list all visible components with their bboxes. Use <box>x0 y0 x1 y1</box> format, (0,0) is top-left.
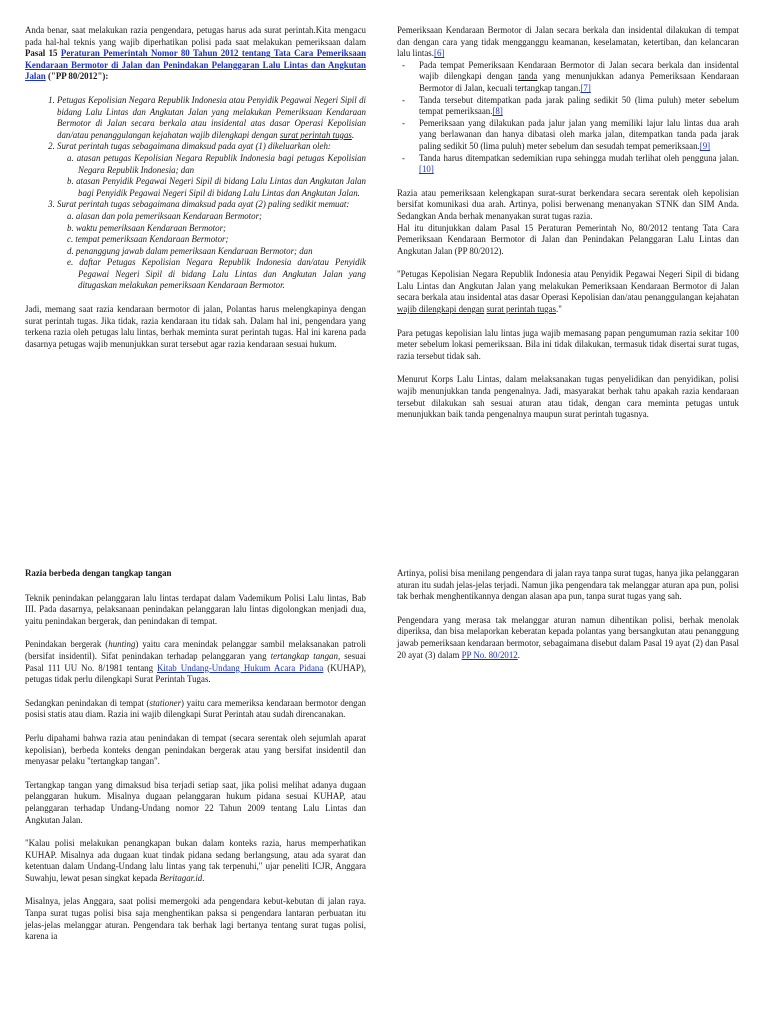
item-1-underlined: surat perintah tugas <box>279 129 352 140</box>
pasal-label: Pasal 15 <box>25 48 61 59</box>
p6-end: . <box>202 872 205 883</box>
rule-1-end: yang menunjukkan adanya Pemeriksaan Kendaraan Bermotor di Jalan, kecuali tertangkap tangan. <box>419 71 739 93</box>
sub-item: c. tempat pemeriksaan Kendaraan Bermotor; <box>67 234 229 245</box>
intro-suffix: ("PP 80/2012"): <box>45 71 109 82</box>
kuhap-link[interactable]: Kitab Undang-Undang Hukum Acara Pidana <box>157 662 324 673</box>
p2-text-b: ) yaitu cara menindak pelanggar sambil melaksanakan patroli (bersifat insidentil). Sifat penindakan terhadap pelanggaran yang <box>25 639 366 661</box>
item-3-sublist <box>57 211 366 292</box>
rule-1-text: Pada tempat Pemeriksaan Kendaraan Bermotor di Jalan secara berkala dan insidental wajib dilengkapi dengan <box>419 59 739 82</box>
p6-text: "Kalau polisi melakukan penangkapan bukan dalam konteks razia, harus memperhatikan KUHAP. Misalnya ada dugaan kuat tindak pidana sedang berlangsung, atau ada syarat dan ketentuan dalam Undang-Undang lalu lintas yang tak terpenuhi," ujar peneliti ICJR, Anggara Suwahju, lewat pesan singkat kepada <box>25 838 366 883</box>
stationer-paragraph <box>25 698 366 721</box>
korlantas-paragraph: Menurut Korps Lalu Lintas, dalam melaksanakan tugas penyelidikan dan penyidikan, polisi wajib menunjukkan tanda pengenalnya. Jadi, masyarakat berhak tahu apakah razia kendaraan tersebut dilakukan sah sesuai aturan atau tidak, dengan cara meminta petugas untuk menunjukkan baik tanda pengenalnya maupun surat perintah tugasnya. <box>397 374 739 420</box>
sub-item: a. alasan dan pola pemeriksaan Kendaraan Bermotor; <box>67 210 262 221</box>
footnote-10-link[interactable]: [10] <box>419 164 434 175</box>
hunting-paragraph <box>25 639 366 685</box>
keberatan-paragraph <box>397 615 739 661</box>
sub-item: a. atasan petugas Kepolisian Negara Republik Indonesia bagi petugas Kepolisian Negara Republik Indonesia; dan <box>67 152 366 175</box>
rule-2-text: Tanda tersebut ditempatkan pada jarak paling sedikit 50 (lima puluh) meter sebelum tempat pemeriksaan. <box>419 94 739 117</box>
sign-rules-list <box>397 60 739 176</box>
top-right-column <box>397 25 739 433</box>
icjr-quote-paragraph <box>25 838 366 884</box>
konteks-paragraph: Perlu dipahami bahwa razia atau penindakan di tempat (secara serentak oleh sejumlah aparat kepolisian), berbeda konteks dengan penindakan bergerak atau yang bersifat insidentil dan menyasar pelaku "tertangkap tangan". <box>25 732 366 767</box>
item-3-text: Surat perintah tugas sebagaimana dimaksud pada ayat (2) paling sedikit memuat: <box>57 199 350 210</box>
p3-text-b: ) yaitu cara memeriksa kendaraan bermotor dengan posisi statis atau diam. Razia ini wajib dilengkapi Surat Perintah atau sudah direncanakan. <box>25 697 366 720</box>
pasal-item-1 <box>57 95 366 141</box>
intro-paragraph <box>25 25 366 83</box>
sub-item: b. atasan Penyidik Pegawai Negeri Sipil di bidang Lalu Lintas dan Angkutan Jalan bagi Penyidik Pegawai Negeri Sipil di bidang Lalu Lintas dan Angkutan Jalan. <box>67 176 366 198</box>
vademikum-paragraph: Teknik penindakan pelanggaran lalu lintas terdapat dalam Vademikum Polisi Lalu lintas, Bab III. Pada dasarnya, pelaksanaan penindakan pelanggaran lalu lintas digolongkan menjadi dua, yaitu penindakan bergerak, dan penindakan di tempat. <box>25 592 366 626</box>
rule-item <box>419 118 739 153</box>
section-heading: Razia berbeda dengan tangkap tangan <box>25 568 172 578</box>
bottom-right-column <box>397 568 739 673</box>
top-left-column <box>25 25 366 362</box>
pasal-15-paragraph: Hal itu ditunjukkan dalam Pasal 15 Peraturan Pemerintah No, 80/2012 tentang Tata Cara Pemeriksaan Kendaraan Bermotor di Jalan dan Penindakan Pelanggaran Lalu Lintas dan Angkutan Jalan (PP 80/2012). <box>397 222 739 256</box>
pasal-item-2 <box>57 141 366 199</box>
quote-text: "Petugas Kepolisian Negara Republik Indonesia atau Penyidik Pegawai Negeri Sipil di bidang Lalu Lintas dan Angkutan Jalan yang melakukan Pemeriksaan Kendaraan Bermotor di Jalan secara berkala atau insidental atas dasar Operasi Kepolisian dan/atau penanggulangan kejahatan <box>397 269 739 303</box>
item-2-sublist <box>57 153 366 199</box>
rule-1-underlined: tanda <box>518 71 538 82</box>
bottom-left-column <box>25 568 366 955</box>
footnote-6-link[interactable]: [6] <box>433 48 445 59</box>
papan-paragraph: Para petugas kepolisian lalu lintas juga wajib memasang papan pengumuman razia sekitar 100 meter sebelum lokasi pemeriksaan. Bila ini tidak dilakukan, termasuk tidak disertai surat tugas, razia tersebut tidak sah. <box>397 327 739 361</box>
quote-underlined-1: wajib dilengkapi dengan <box>397 304 485 315</box>
rule-item <box>419 95 739 118</box>
closing-paragraph: Jadi, memang saat razia kendaraan bermotor di jalan, Polantas harus melengkapinya dengan surat perintah tugas. Jika tidak, razia kendaraan itu tidak sah. Dalam hal ini, pengendara yang terkena razia oleh petugas lalu lintas, berhak meminta surat perintah tugas. Hal ini karena pada dasarnya petugas wajib menunjukkan surat tersebut agar razia kendaraan sesuai hukum. <box>25 304 366 349</box>
sub-item: d. penanggung jawab dalam pemeriksaan Kendaraan Bermotor; dan <box>67 245 313 256</box>
rule-3-text: Pemeriksaan yang dilakukan pada jalur jalan yang memiliki lajur lalu lintas dua arah yang berlawanan dan hanya dibatasi oleh marka jalan, ditempatkan tanda pada jarak paling sedikit 50 (lima puluh) meter sebelum dan sesudah tempat pemeriksaan. <box>419 117 739 151</box>
rule-4-text: Tanda harus ditempatkan sedemikian rupa sehingga mudah terlihat oleh pengguna jalan. <box>419 152 739 163</box>
p2-text-d: (KUHAP), petugas tidak perlu dilengkapi Surat Perintah Tugas. <box>25 662 367 685</box>
item-1-end: . <box>351 129 355 140</box>
anggara-paragraph: Misalnya, jelas Anggara, saat polisi memergoki ada pengendara kebut-kebutan di jalan raya. Tanpa surat tugas polisi bisa saja menghentikan paksa si pengendara lantaran perbuatan itu jelas-jelas melanggar aturan. Pengendara tak berhak lagi bertanya tentang surat tugas polisi, karena ia <box>25 896 366 942</box>
intro-text: Anda benar, saat melakukan razia pengendara, petugas harus ada surat perintah.Kita mengacu pada hal-hal teknis yang wajib diperhatikan polisi pada saat melakukan pemeriksaan dalam <box>25 25 366 47</box>
pasal-item-3 <box>57 199 366 292</box>
p2-italic-a: hunting <box>108 639 136 650</box>
footnote-7-link[interactable]: [7] <box>580 82 591 93</box>
footnote-8-link[interactable]: [8] <box>492 106 503 117</box>
p2-text: Pengendara yang merasa tak melanggar aturan namun dihentikan polisi, berhak menolak diperiksa, dan bisa melaporkan keberatan kepada polantas yang bersangkutan atau penanggung jawab pemeriksaan kendaraan bermotor, sebagaimana disebut dalam Pasal 19 ayat (2) dan Pasal 20 ayat (3) dalam <box>397 614 739 660</box>
lead-paragraph <box>397 25 739 60</box>
sub-item: e. daftar Petugas Kepolisian Negara Republik Indonesia dan/atau Penyidik Pegawai Negeri Sipil di bidang Lalu Lintas dan Angkutan Jalan yang ditugaskan melakukan pemeriksaan Kendaraan Bermotor. <box>67 257 366 291</box>
p2-end: . <box>517 649 520 660</box>
rule-item <box>419 60 739 95</box>
p2-italic-b: tertangkap tangan <box>270 650 338 661</box>
p6-italic: Beritagar.id <box>159 872 203 883</box>
tertangkap-paragraph: Tertangkap tangan yang dimaksud bisa terjadi setiap saat, jika polisi melihat adanya dugaan pelanggaran hukum. Misalnya dugaan pelanggaran hukum pidana sesuai KUHAP, atau pelanggaran terhadap Undang-Undang nomor 22 Tahun 2009 tentang Lalu Lintas dan Angkutan Jalan. <box>25 779 366 825</box>
sub-item: b. waktu pemeriksaan Kendaraan Bermotor; <box>67 222 226 233</box>
quote-underlined-2: surat perintah tugas <box>486 304 556 315</box>
quote-end: ." <box>555 304 562 315</box>
item-1-text: Petugas Kepolisian Negara Republik Indonesia atau Penyidik Pegawai Negeri Sipil di bidang Lalu Lintas dan Angkutan Jalan yang melakukan Pemeriksaan Kendaraan Bermotor di Jalan secara berkala atau insidental atas dasar Operasi Kepolisian dan/atau penanggulangan kejahatan wajib dilengkapi dengan <box>57 94 366 140</box>
footnote-9-link[interactable]: [9] <box>699 140 711 151</box>
pasal-15-list <box>25 95 366 292</box>
p2-text-c: , sesuai Pasal 111 UU No. 8/1981 tentang <box>25 650 366 673</box>
item-2-text: Surat perintah tugas sebagaimana dimaksud pada ayat (1) dikeluarkan oleh: <box>57 141 331 152</box>
p3-italic: stationer <box>149 697 182 708</box>
p3-text-a: Sedangkan penindakan di tempat ( <box>25 697 150 708</box>
p2-text-a: Penindakan bergerak ( <box>25 639 109 650</box>
pp-80-2012-link[interactable]: Peraturan Pemerintah Nomor 80 Tahun 2012 tentang Tata Cara Pemeriksaan Kendaraan Bermotor di Jalan dan Penindakan Pelanggaran Lalu Lintas dan Angkutan Jalan <box>25 48 366 82</box>
lead-text: Pemeriksaan Kendaraan Bermotor di Jalan secara berkala dan insidental dilakukan di tempat dan dengan cara yang tidak mengganggu keamanan, keselamatan, ketertiban, dan kelancaran lalu lintas. <box>397 25 739 59</box>
menilang-paragraph: Artinya, polisi bisa menilang pengendara di jalan raya tanpa surat tugas, hanya jika pelanggaran aturan itu sudah jelas-jelas terjadi. Namun jika pengendara tak melanggar aturan apa pun, polisi tak berhak menghentikannya dengan alasan apa pun, tanpa surat tugas yang sah. <box>397 568 739 602</box>
pp-no-80-2012-link[interactable]: PP No. 80/2012 <box>461 649 518 660</box>
quote-paragraph <box>397 269 739 315</box>
rule-item <box>419 153 739 176</box>
razia-paragraph: Razia atau pemeriksaan kelengkapan surat-surat berkendara secara serentak oleh kepolisian bersifat komunikasi dua arah. Artinya, polisi berwenang menanyakan STNK dan SIM Anda. Sedangkan Anda berhak menanyakan surat tugas razia. <box>397 187 739 221</box>
